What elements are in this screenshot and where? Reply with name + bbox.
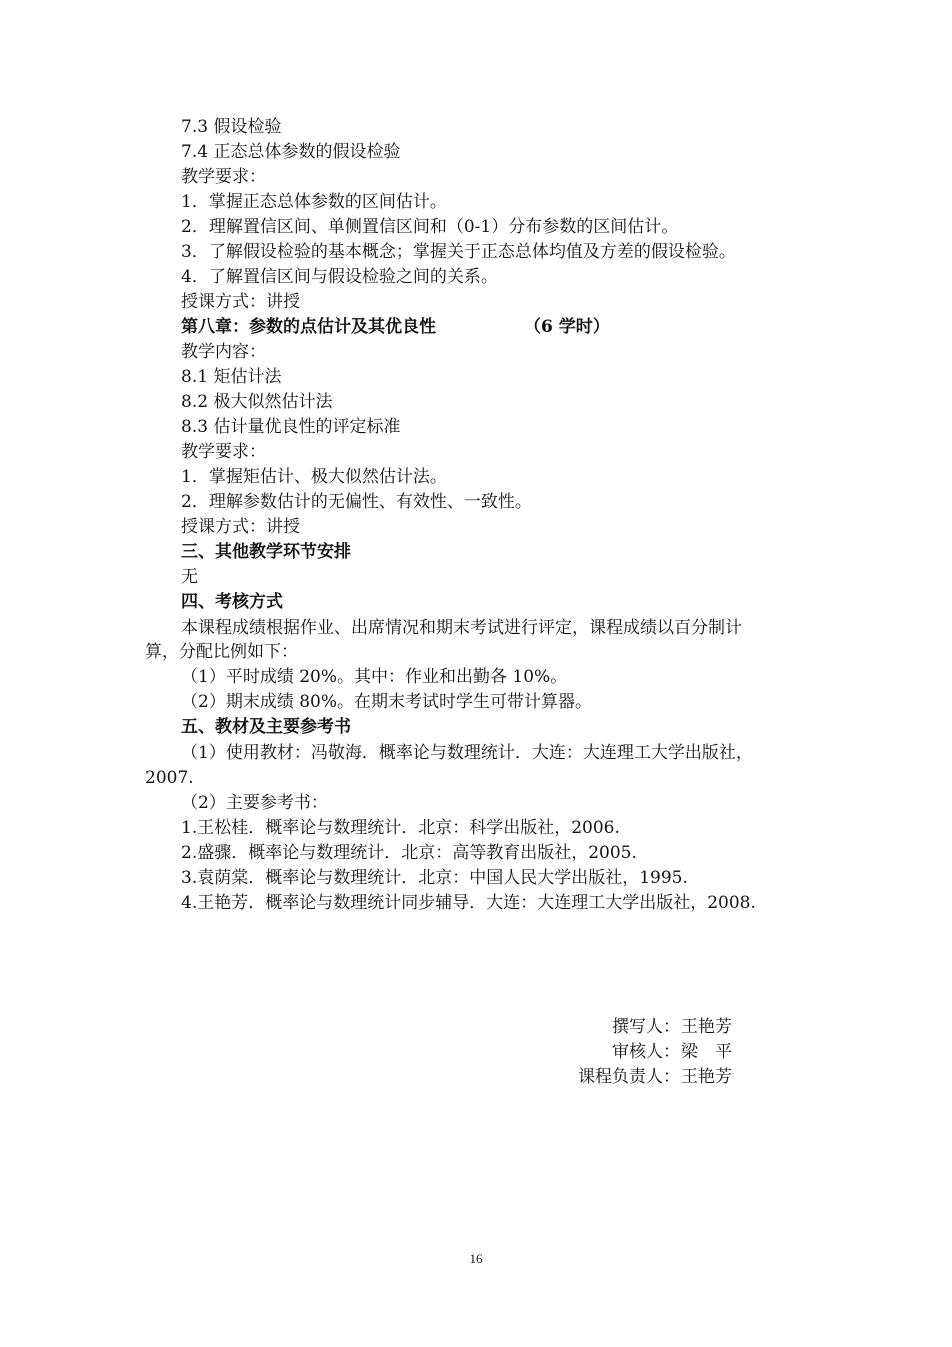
teaching-method: 授课方式：讲授 (181, 292, 300, 312)
teaching-content-label: 教学内容： (181, 342, 266, 362)
reference-item-2: 2.盛骤．概率论与数理统计．北京：高等教育出版社，2005. (181, 843, 637, 863)
section-5-title: 五、教材及主要参考书 (181, 717, 351, 737)
requirement-item-3: 3．了解假设检验的基本概念；掌握关于正态总体均值及方差的假设检验。 (181, 242, 736, 262)
section-3-body: 无 (181, 567, 198, 587)
signature-reviewer-label: 审核人： (612, 1042, 680, 1062)
reference-item-4: 4.王艳芳．概率论与数理统计同步辅导．大连：大连理工大学出版社，2008. (181, 893, 756, 913)
reference-item-3: 3.袁荫棠．概率论与数理统计．北京：中国人民大学出版社，1995. (181, 868, 688, 888)
signature-writer-label: 撰写人： (612, 1017, 680, 1037)
teaching-method-2: 授课方式：讲授 (181, 517, 300, 537)
section-8-2: 8.2 极大似然估计法 (181, 392, 333, 412)
teaching-requirements-label: 教学要求： (181, 167, 266, 187)
reference-item-1: 1.王松桂．概率论与数理统计．北京：科学出版社，2006. (181, 818, 620, 838)
signature-owner-name: 王艳芳 (681, 1067, 732, 1087)
signature-owner-label: 课程负责人： (578, 1067, 680, 1087)
section-7-4: 7.4 正态总体参数的假设检验 (181, 142, 401, 162)
textbook-line-1: （1）使用教材：冯敬海．概率论与数理统计．大连：大连理工大学出版社， (181, 743, 753, 763)
section-3-title: 三、其他教学环节安排 (181, 542, 351, 562)
teaching-requirements-label-2: 教学要求： (181, 442, 266, 462)
chapter-8-hours: （6 学时） (524, 317, 610, 337)
section-4-paragraph-line-1: 本课程成绩根据作业、出席情况和期末考试进行评定，课程成绩以百分制计 (181, 618, 742, 638)
section-4-paragraph-line-2: 算，分配比例如下： (145, 642, 298, 662)
requirement-item-8-2: 2．理解参数估计的无偏性、有效性、一致性。 (181, 492, 532, 512)
textbook-line-2: 2007. (145, 768, 194, 788)
section-8-3: 8.3 估计量优良性的评定标准 (181, 417, 401, 437)
requirement-item-8-1: 1．掌握矩估计、极大似然估计法。 (181, 467, 447, 487)
page-number: 16 (469, 1251, 483, 1266)
signature-writer-name: 王艳芳 (681, 1017, 732, 1037)
section-7-3: 7.3 假设检验 (181, 117, 282, 137)
requirement-item-1: 1．掌握正态总体参数的区间估计。 (181, 192, 447, 212)
section-4-title: 四、考核方式 (181, 592, 283, 612)
requirement-item-4: 4．了解置信区间与假设检验之间的关系。 (181, 267, 498, 287)
grading-item-1: （1）平时成绩 20%。其中：作业和出勤各 10%。 (181, 667, 568, 687)
references-title: （2）主要参考书： (181, 793, 328, 813)
chapter-8-title: 第八章：参数的点估计及其优良性 (181, 317, 436, 337)
requirement-item-2: 2．理解置信区间、单侧置信区间和（0-1）分布参数的区间估计。 (181, 217, 679, 237)
signature-reviewer-name: 梁 平 (681, 1042, 732, 1062)
section-8-1: 8.1 矩估计法 (181, 367, 282, 387)
grading-item-2: （2）期末成绩 80%。在期末考试时学生可带计算器。 (181, 692, 593, 712)
